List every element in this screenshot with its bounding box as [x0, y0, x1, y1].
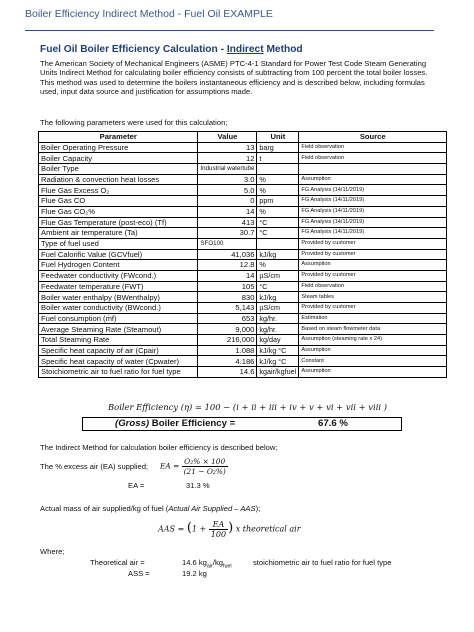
value-cell: 4.186 [198, 356, 257, 367]
param-cell: Boiler Operating Pressure [39, 142, 198, 153]
table-header-row [39, 132, 447, 143]
header-parameter: Parameter [39, 132, 198, 143]
table-row [39, 356, 447, 367]
header-divider [25, 30, 434, 31]
value-cell: 653 [198, 313, 257, 324]
ea-result-value: 31.3 % [186, 481, 210, 490]
unit-cell: barg [257, 142, 299, 153]
table-row [39, 335, 447, 346]
source-cell: Provided by customer [299, 238, 447, 249]
table-row [39, 153, 447, 164]
header-source: Source [299, 132, 447, 143]
source-cell: Assumption (steaming rate x 24) [299, 335, 447, 346]
unit-cell: °C [257, 228, 299, 239]
unit-cell: % [257, 185, 299, 196]
source-cell [299, 164, 447, 175]
table-row [39, 164, 447, 175]
unit-cell: µS/cm [257, 303, 299, 314]
param-cell: Boiler water enthalpy (BWenthalpy) [39, 292, 198, 303]
unit-cell: % [257, 174, 299, 185]
value-cell: 41,036 [198, 249, 257, 260]
param-cell: Boiler water conductivity (BWcond.) [39, 303, 198, 314]
param-cell: Fuel Hydrogen Content [39, 260, 198, 271]
indirect-intro: The Indirect Method for calculation boiler efficiency is described below; [40, 443, 278, 452]
source-cell: Assumption [299, 260, 447, 271]
source-cell: Estimation [299, 313, 447, 324]
unit-cell: kJ/kg [257, 292, 299, 303]
efficiency-result-box [82, 417, 402, 431]
param-cell: Average Steaming Rate (Steamout) [39, 324, 198, 335]
value-cell: 5.0 [198, 185, 257, 196]
table-row [39, 249, 447, 260]
title-prefix: Fuel Oil Boiler Efficiency Calculation - [40, 44, 227, 55]
value-cell: 0 [198, 196, 257, 207]
aas-lhs: AAS = [158, 524, 185, 534]
unit-cell: kJ/kg °C [257, 345, 299, 356]
table-row [39, 292, 447, 303]
ea-formula-lhs: EA = [160, 461, 180, 471]
ea-numerator: O₂% × 100 [182, 457, 228, 467]
source-cell: FG Analysis (14/11/2019) [299, 185, 447, 196]
aas-one: 1 + [191, 524, 207, 534]
ass-label: ASS = [128, 569, 150, 578]
source-cell: Based on steam flowmeter data [299, 324, 447, 335]
title-suffix: Method [263, 44, 303, 55]
theoretical-air-label: Theoretical air = [90, 558, 145, 567]
param-cell: Total Steaming Rate [39, 335, 198, 346]
ea-formula [160, 457, 228, 476]
table-row [39, 206, 447, 217]
ea-denominator: (21 − O₂%) [183, 467, 226, 476]
source-cell: FG Analysis (14/11/2019) [299, 217, 447, 228]
value-cell: Industrial watertube [198, 164, 257, 175]
table-row [39, 270, 447, 281]
value-cell: 830 [198, 292, 257, 303]
aas-fraction [209, 520, 228, 539]
source-cell: Field observation [299, 281, 447, 292]
param-cell: Type of fuel used [39, 238, 198, 249]
param-cell: Flue Gas CO₂% [39, 206, 198, 217]
value-cell: 14.6 [198, 367, 257, 378]
header-value: Value [198, 132, 257, 143]
table-row [39, 185, 447, 196]
source-cell: Provided by customer [299, 303, 447, 314]
value-cell: 5,143 [198, 303, 257, 314]
param-cell: Fuel consumption (ṁf) [39, 313, 198, 324]
unit-cell: kJ/kg °C [257, 356, 299, 367]
aas-denominator: 100 [210, 530, 227, 539]
source-cell: FG Analysis (14/11/2019) [299, 206, 447, 217]
page-header: Boiler Efficiency Indirect Method - Fuel Oil EXAMPLE [25, 8, 273, 20]
document-title [40, 44, 303, 55]
efficiency-equation: Boiler Efficiency (η) = 100 − (i + ii + iii + iv + v + vi + vii + viii ) [108, 402, 387, 412]
source-cell: Assumption [299, 345, 447, 356]
table-row [39, 217, 447, 228]
ea-fraction [182, 457, 228, 476]
aas-numerator: EA [209, 520, 228, 530]
unit-cell: % [257, 260, 299, 271]
table-row [39, 196, 447, 207]
value-cell: 12 [198, 153, 257, 164]
param-cell: Ambient air temperature (Ta) [39, 228, 198, 239]
unit-cell: °C [257, 281, 299, 292]
table-row [39, 228, 447, 239]
params-intro: The following parameters were used for this calculation; [40, 118, 228, 127]
param-cell: Specific heat capacity of air (Cpair) [39, 345, 198, 356]
value-cell: 216,000 [198, 335, 257, 346]
table-row [39, 142, 447, 153]
unit-cell: kJ/kg [257, 249, 299, 260]
param-cell: Radiation & convection heat losses [39, 174, 198, 185]
value-cell: 413 [198, 217, 257, 228]
value-cell: 9,000 [198, 324, 257, 335]
unit-cell: °C [257, 217, 299, 228]
table-row [39, 281, 447, 292]
source-cell: Assumption [299, 174, 447, 185]
source-cell: Constant [299, 356, 447, 367]
ass-value: 19.2 kg [182, 569, 207, 578]
param-cell: Boiler Type [39, 164, 198, 175]
header-unit: Unit [257, 132, 299, 143]
value-cell: 1.088 [198, 345, 257, 356]
theoretical-air-value: 14.6 $kg_{air}/kg_{fuel}$ [182, 558, 232, 570]
table-row [39, 345, 447, 356]
aas-tail: x theoretical air [235, 524, 301, 534]
source-cell: Assumption [299, 367, 447, 378]
source-cell: Field observation [299, 153, 447, 164]
parameters-table [38, 131, 447, 378]
param-cell: Feedwater temperature (FWT) [39, 281, 198, 292]
unit-cell [257, 238, 299, 249]
value-cell: 12.8 [198, 260, 257, 271]
value-cell: 14 [198, 270, 257, 281]
source-cell: FG Analysis (14/11/2019) [299, 228, 447, 239]
table-row [39, 260, 447, 271]
param-cell: Boiler Capacity [39, 153, 198, 164]
table-row [39, 367, 447, 378]
param-cell: Flue Gas Excess O₂ [39, 185, 198, 196]
excess-air-label: The % excess air (EA) supplied; [40, 462, 149, 471]
param-cell: Feedwater conductivity (FWcond.) [39, 270, 198, 281]
source-cell: Provided by customer [299, 249, 447, 260]
unit-cell: µS/cm [257, 270, 299, 281]
efficiency-value: 67.6 % [318, 418, 348, 429]
where-label: Where; [40, 547, 65, 556]
table-row [39, 313, 447, 324]
value-cell: 14 [198, 206, 257, 217]
source-cell: Field observation [299, 142, 447, 153]
value-cell: 3.0 [198, 174, 257, 185]
unit-cell: t [257, 153, 299, 164]
unit-cell: kg/hr. [257, 313, 299, 324]
table-row [39, 238, 447, 249]
table-row [39, 174, 447, 185]
source-cell: FG Analysis (14/11/2019) [299, 196, 447, 207]
value-cell: SFO100 [198, 238, 257, 249]
source-cell: Provided by customer [299, 270, 447, 281]
unit-cell: % [257, 206, 299, 217]
value-cell: 13 [198, 142, 257, 153]
theoretical-air-desc: stoichiometric air to fuel ratio for fuel type [253, 558, 392, 567]
aas-formula: AAS = (1 + $\frac{EA}{100}$ ) x theoretical air [158, 520, 301, 539]
intro-paragraph: The American Society of Mechanical Engineers (ASME) PTC-4-1 Standard for Power Test Code Steam Generating Units Indirect Method for calculating boiler efficiency consists of subtracting from 100 percent the total boiler losses. This method was used to determine the boilers instantaneous efficiency and is described below, including formulas used, input data source and justification for assumptions made. [40, 59, 428, 97]
param-cell: Flue Gas Temperature (post-eco) (Tf) [39, 217, 198, 228]
unit-cell: ppm [257, 196, 299, 207]
efficiency-label: (Gross) Boiler Efficiency = [115, 418, 236, 429]
unit-cell: kg/day [257, 335, 299, 346]
value-cell: 30.7 [198, 228, 257, 239]
source-cell: Steam tables [299, 292, 447, 303]
unit-cell [257, 164, 299, 175]
param-cell: Stoichiometric air to fuel ratio for fuel type [39, 367, 198, 378]
param-cell: Fuel Calorific Value (GCVfuel) [39, 249, 198, 260]
title-indirect: Indirect [226, 44, 264, 55]
unit-cell: kgair/kgfuel [257, 367, 299, 378]
param-cell: Flue Gas CO [39, 196, 198, 207]
aas-intro: Actual mass of air supplied/kg of fuel (Actual Air Supplied – AAS); [40, 504, 261, 513]
value-cell: 105 [198, 281, 257, 292]
param-cell: Specific heat capacity of water (Cpwater) [39, 356, 198, 367]
ea-result-label: EA = [128, 481, 145, 490]
table-row [39, 324, 447, 335]
table-row [39, 303, 447, 314]
unit-cell: kg/hr. [257, 324, 299, 335]
